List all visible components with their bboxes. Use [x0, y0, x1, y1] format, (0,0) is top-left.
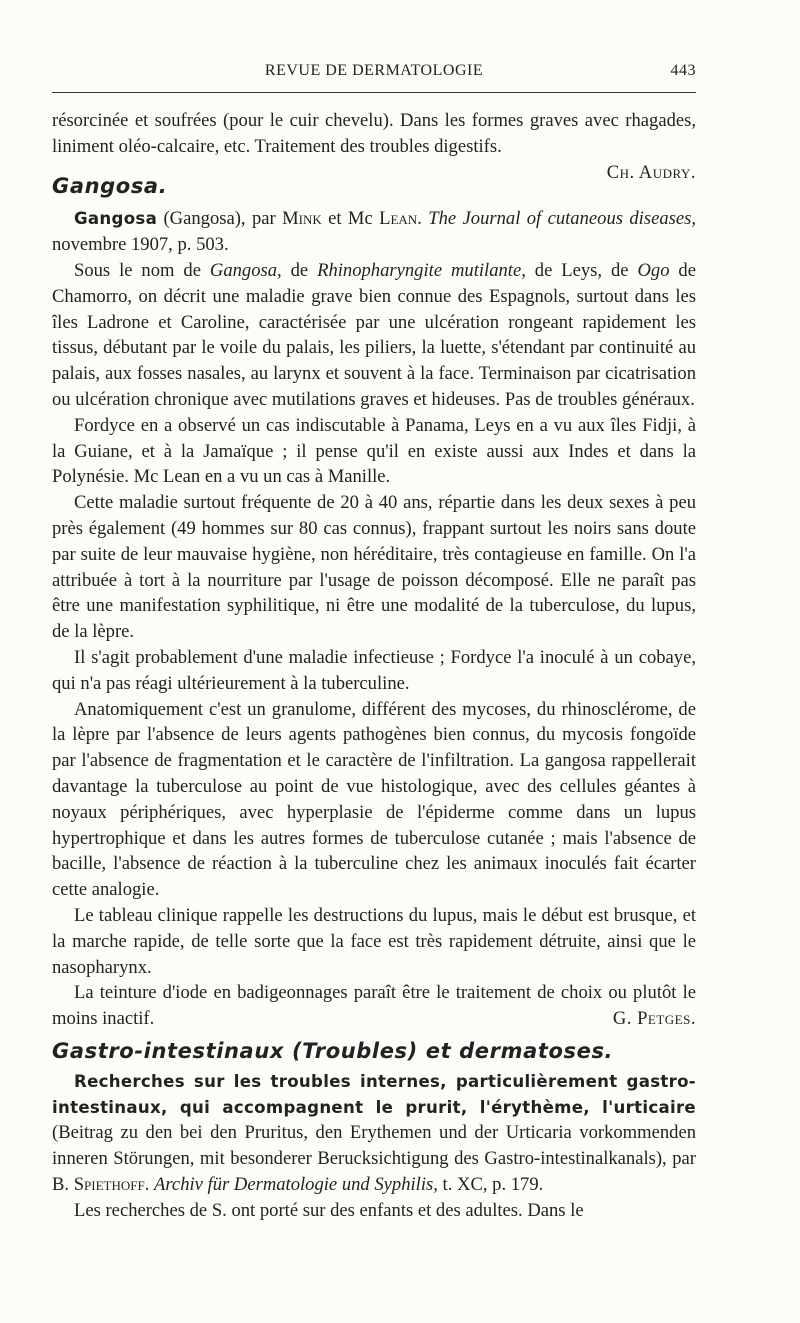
intro-paragraph: résorcinée et soufrées (pour le cuir chevelu). Dans les formes graves avec rhagades, liniment oléo-calcaire, etc. Traitement des troubles digestifs. — [52, 110, 696, 157]
article-reference-gangosa: Gangosa (Gangosa), par Mink et Mc Lean. The Journal of cutaneous diseases, novembre 1907, p. 503. — [52, 208, 696, 256]
running-title: REVUE DE DERMATOLOGIE — [264, 62, 484, 79]
section-title-gangosa: Gangosa. — [52, 174, 168, 199]
paragraph: Fordyce en a observé un cas indiscutable à Panama, Leys en a vu aux îles Fidji, à la Guiane, et à la Jamaïque ; il pense qu'il en existe aussi aux Indes et dans la Polynésie. Mc Lean en a vu un cas à Manille. — [52, 414, 696, 488]
signature-petges: G. Petges. — [612, 1008, 696, 1030]
paragraph: Cette maladie surtout fréquente de 20 à 40 ans, répartie dans les deux sexes à peu près également (49 hommes sur 80 cas connus), frappant surtout les noirs sans doute par suite de leur mauvaise hygiène, non héréditaire, très contagieuse en famille. On l'a attribuée à tort à la nourriture par l'usage de poisson décomposé. Elle ne paraît pas être une manifestation syphilitique, ni être une modalité de la tuberculose, du lupus, de la lèpre. — [52, 492, 696, 643]
paragraph: Anatomiquement c'est un granulome, différent des mycoses, du rhinosclérome, de la lèpre par l'absence de leurs agents pathogènes bien connus, du mycosis fongoïde par l'absence de fragmentation et le caractère de l'infiltration. La gangosa rappellerait davantage la tuberculose au point de vue histologique, avec des cellules géantes à noyaux périphériques, avec hyperplasie de l'épiderme comme dans un lupus hypertrophique et dans les autres formes de tuberculose cutanée ; mais l'absence de bacille, l'absence de réaction à la tuberculine chez les animaux inoculés fait écarter cette analogie. — [52, 698, 696, 901]
journal-name: Archiv für Dermatologie und Syphilis, — [154, 1174, 438, 1196]
page-content — [52, 108, 696, 1224]
author-name: Spiethoff — [73, 1174, 145, 1196]
article-title: Recherches sur les troubles internes, particulièrement gastro-intestinaux, qui accompagnent le prurit, l'érythème, l'urticaire — [52, 1071, 696, 1117]
author-name: Mink — [282, 208, 322, 230]
paragraph: Le tableau clinique rappelle les destructions du lupus, mais le début est brusque, et la marche rapide, de telle sorte que la face est très rapidement détruite, ainsi que le nasopharynx. — [52, 904, 696, 978]
page-number: 443 — [670, 62, 696, 79]
paragraph: Il s'agit probablement d'une maladie infectieuse ; Fordyce l'a inoculé à un cobaye, qui n'a pas réagi ultérieurement à la tuberculine. — [52, 646, 696, 694]
paragraph: Les recherches de S. ont porté sur des enfants et des adultes. Dans le — [74, 1199, 584, 1221]
paragraph: La teinture d'iode en badigeonnages paraît être le traitement de choix ou plutôt le moins inactif. G. Petges. — [52, 980, 696, 1032]
section-title-gastro: Gastro-intestinaux (Troubles) et dermatoses. — [52, 1038, 614, 1063]
journal-name: The Journal of cutaneous diseases, — [428, 208, 696, 230]
paragraph: Sous le nom de Gangosa, de Rhinopharyngite mutilante, de Leys, de Ogo de Chamorro, on décrit une maladie grave bien connue des Espagnols, surtout dans les îles Ladrone et Caroline, caractérisée par une ulcération rongeant rapidement les tissus, débutant par le voile du palais, les piliers, la luette, s'étendant par continuité au palais, aux fosses nasales, au larynx et souvent à la face. Terminaison par cicatrisation ou ulcération chronique avec mutilations graves et hideuses. Pas de troubles généraux. — [52, 259, 696, 410]
author-name: Lean — [379, 208, 418, 230]
article-title: Gangosa — [74, 209, 158, 229]
signature-audry: Ch. Audry. — [606, 161, 696, 183]
header-rule — [52, 92, 696, 93]
article-reference-gastro: Recherches sur les troubles internes, particulièrement gastro-intestinaux, qui accompagnent le prurit, l'érythème, l'urticaire (Beitrag zu den bei den Pruritus, den Erythemen und der Urticaria vorkommenden inneren Störungen, mit besonderer Berucksichtigung des Gastro-intestinalkanals), par B. Spiethoff. Archiv für Dermatologie und Syphilis, t. XC, p. 179. — [52, 1071, 696, 1196]
page-header — [52, 62, 696, 88]
